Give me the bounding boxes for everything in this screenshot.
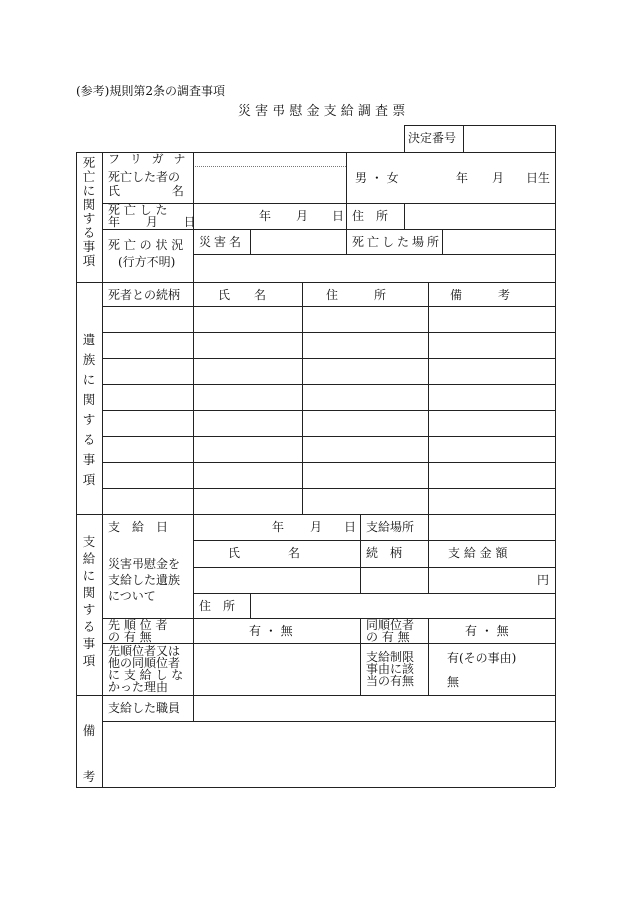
recipient-label-1: 災害弔慰金を xyxy=(108,557,181,571)
recipient-label-3: について xyxy=(108,589,156,603)
reason-label-2: 他の同順位者 xyxy=(108,656,181,670)
same-rank-value[interactable]: 有 ・ 無 xyxy=(465,624,509,638)
death-day: 日 xyxy=(332,209,345,223)
staff-label: 支給した職員 xyxy=(108,701,181,715)
furigana-label: フ リ ガ ナ xyxy=(108,152,189,166)
payment-day: 日 xyxy=(344,520,357,534)
death-section-label: 死亡に関する事項 xyxy=(82,155,96,268)
same-rank-label-1: 同順位者 xyxy=(366,618,415,632)
prior-rank-label-1: 先 順 位 者 xyxy=(108,618,168,632)
reason-label-1: 先順位者又は xyxy=(108,644,181,658)
recipient-label-2: 支給した遺族 xyxy=(108,573,181,587)
form-title: 災 害 弔 慰 金 支 給 調 査 票 xyxy=(238,104,406,119)
same-rank-label-2: の 有 無 xyxy=(366,630,410,644)
birth-month: 月 xyxy=(492,171,505,185)
payment-date-label: 支 給 日 xyxy=(108,520,169,534)
yen-unit: 円 xyxy=(537,573,550,587)
payment-section-label: 支給に関する事項 xyxy=(82,534,96,668)
disaster-name-label: 災害名 xyxy=(199,235,245,249)
sex-option[interactable]: 男 ・ 女 xyxy=(355,171,399,185)
restriction-yes[interactable]: 有(その事由) xyxy=(447,651,517,665)
reason-label-3: に 支 給 し な xyxy=(108,668,184,682)
recipient-address-label: 住 所 xyxy=(199,599,236,613)
remarks-section-label: 備 考 xyxy=(82,723,108,784)
death-date-label-2: 年 月 日 xyxy=(108,215,196,229)
restriction-label-1: 支給制限 xyxy=(366,650,415,664)
restriction-label-2: 事由に該 xyxy=(366,662,415,676)
payment-amount-col: 支 給 金 額 xyxy=(448,546,508,560)
birth-day: 日生 xyxy=(526,171,551,185)
restriction-no[interactable]: 無 xyxy=(447,675,460,689)
reference-note: (参考)規則第2条の調査事項 xyxy=(76,84,225,98)
decision-number-label: 決定番号 xyxy=(408,131,457,145)
family-col-address: 住 所 xyxy=(326,288,387,302)
payment-place-label: 支給場所 xyxy=(366,520,415,534)
prior-rank-label-2: の 有 無 xyxy=(108,630,152,644)
address-label: 住 所 xyxy=(352,209,389,223)
death-year: 年 xyxy=(259,209,272,223)
deceased-name-label-2: 氏 名 xyxy=(108,184,184,198)
payment-year: 年 xyxy=(272,520,285,534)
family-col-name: 氏 名 xyxy=(218,288,267,302)
death-date-label-1: 死 亡 し た xyxy=(108,203,168,217)
recipient-relation-col: 続 柄 xyxy=(366,546,403,560)
death-place-label: 死亡した場所 xyxy=(352,235,443,249)
family-section-label: 遺族に関する事項 xyxy=(82,332,96,487)
recipient-name-col: 氏 名 xyxy=(228,546,301,560)
death-status-label-2: (行方不明) xyxy=(118,255,176,269)
payment-month: 月 xyxy=(310,520,323,534)
reason-label-4: かった理由 xyxy=(108,680,169,694)
restriction-label-3: 当の有無 xyxy=(366,674,415,688)
family-col-relation: 死者との続柄 xyxy=(108,288,181,302)
prior-rank-value[interactable]: 有 ・ 無 xyxy=(249,624,293,638)
deceased-name-label-1: 死亡した者の xyxy=(108,170,181,184)
death-status-label-1: 死 亡 の 状 況 xyxy=(108,238,184,252)
death-month: 月 xyxy=(296,209,309,223)
birth-year: 年 xyxy=(456,171,469,185)
family-col-remarks: 備 考 xyxy=(450,288,511,302)
